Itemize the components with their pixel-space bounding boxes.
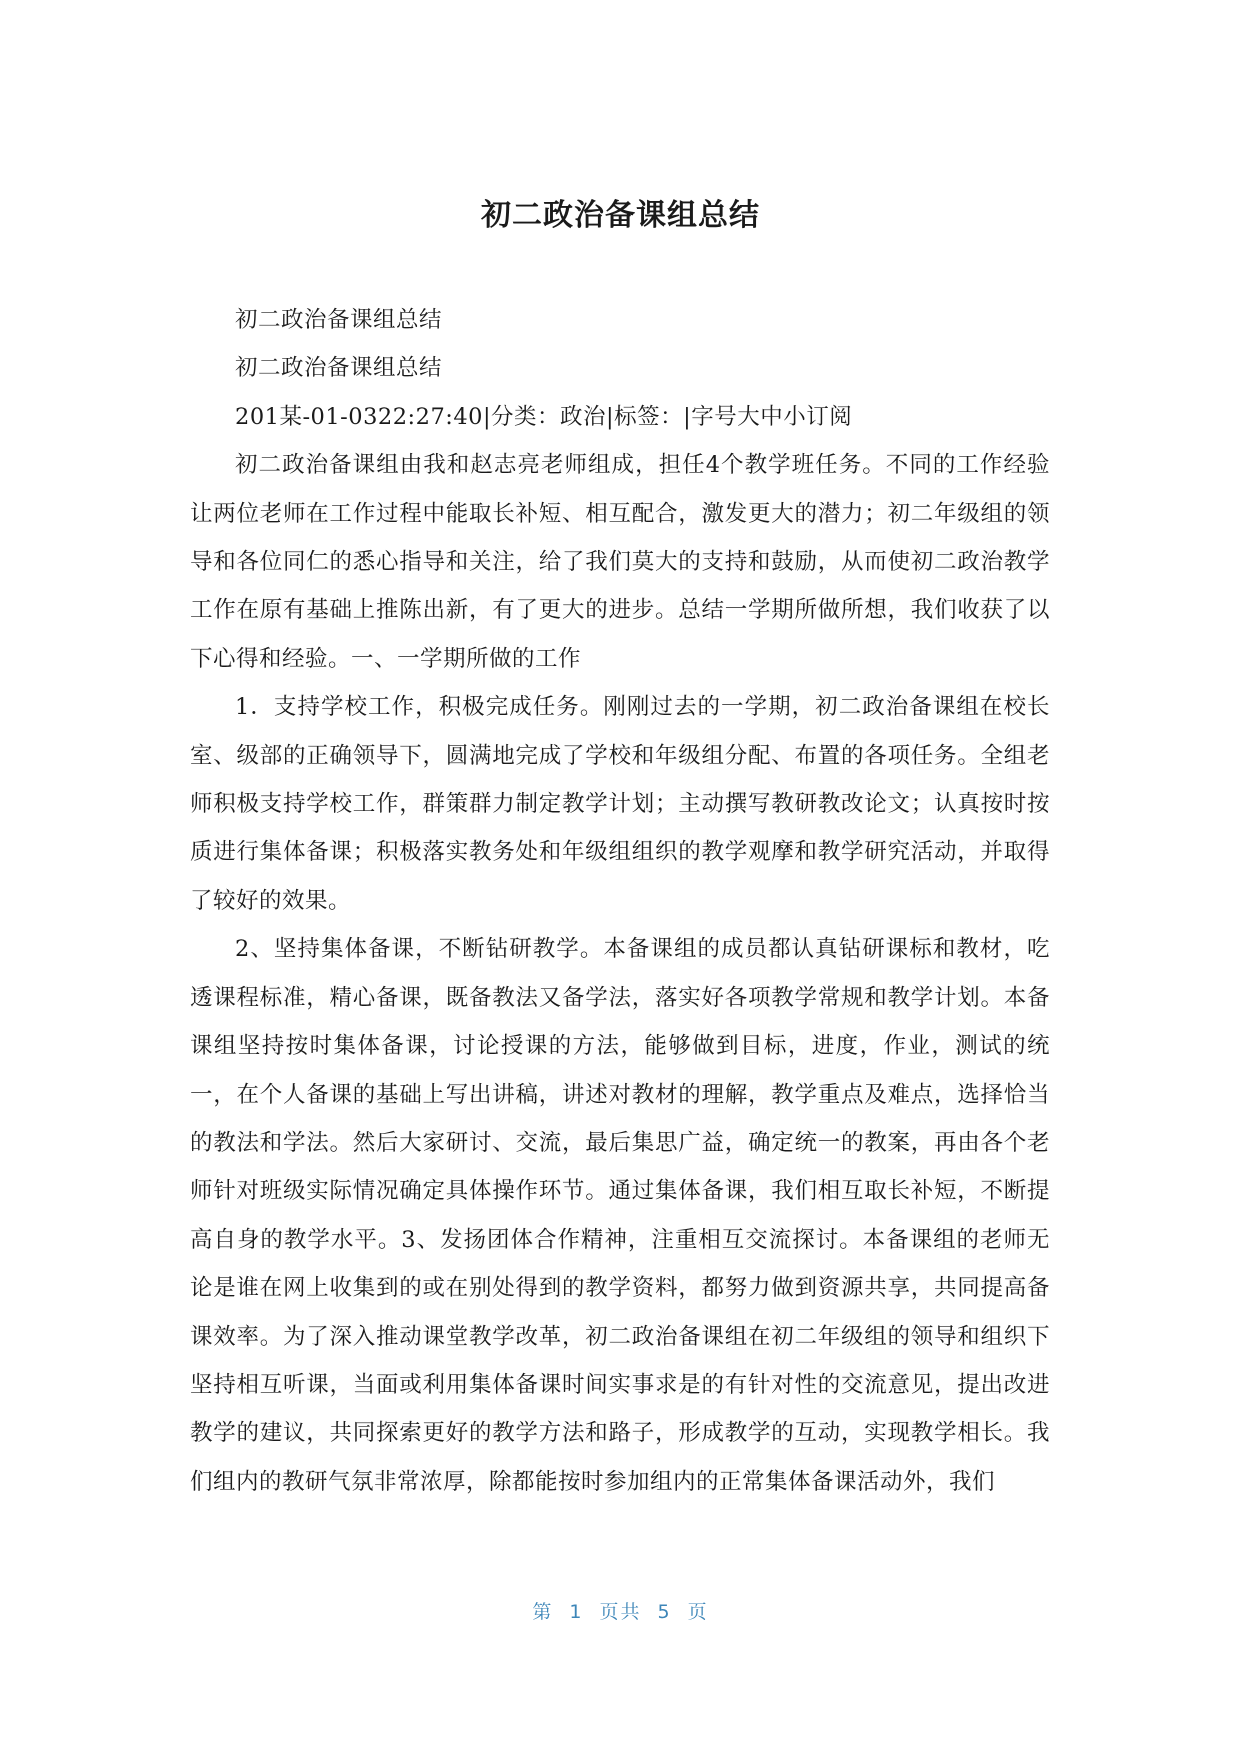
paragraph-item-2: 2、坚持集体备课，不断钻研教学。本备课组的成员都认真钻研课标和教材，吃透课程标准，精心备课，既备教法又备学法，落实好各项教学常规和教学计划。本备课组坚持按时集体备课，讨论授课的方法，能够做到目标，进度，作业，测试的统一，在个人备课的基础上写出讲稿，讲述对教材的理解，教学重点及难点，选择恰当的教法和学法。然后大家研讨、交流，最后集思广益，确定统一的教案，再由各个老师针对班级实际情况确定具体操作环节。通过集体备课，我们相互取长补短，不断提高自身的教学水平。3、发扬团体合作精神，注重相互交流探讨。本备课组的老师无论是谁在网上收集到的或在别处得到的教学资料，都努力做到资源共享，共同提高备课效率。为了深入推动课堂教学改革，初二政治备课组在初二年级组的领导和组织下坚持相互听课，当面或利用集体备课时间实事求是的有针对性的交流意见，提出改进教学的建议，共同探索更好的教学方法和路子，形成教学的互动，实现教学相长。我们组内的教研气氛非常浓厚，除都能按时参加组内的正常集体备课活动外，我们 — [190, 936, 1050, 1495]
document-title: 初二政治备课组总结 — [481, 198, 760, 233]
footer-label-of: 页共 — [599, 1601, 642, 1623]
document-body — [190, 296, 1050, 1506]
footer-total-pages: 5 — [657, 1601, 672, 1623]
paragraph-item-1: 1．支持学校工作，积极完成任务。刚刚过去的一学期，初二政治备课组在校长室、级部的正确领导下，圆满地完成了学校和年级组分配、布置的各项任务。全组老师积极支持学校工作，群策群力制定教学计划；主动撰写教研教改论文；认真按时按质进行集体备课；积极落实教务处和年级组组织的教学观摩和教学研究活动，并取得了较好的效果。 — [190, 694, 1050, 914]
paragraph-intro: 初二政治备课组由我和赵志亮老师组成，担任4个教学班任务。不同的工作经验让两位老师在工作过程中能取长补短、相互配合，激发更大的潜力；初二年级组的领导和各位同仁的悉心指导和关注，给了我们莫大的支持和鼓励，从而使初二政治教学工作在原有基础上推陈出新，有了更大的进步。总结一学期所做所想，我们收获了以下心得和经验。一、一学期所做的工作 — [190, 452, 1050, 672]
page-footer — [0, 1597, 1241, 1624]
footer-label-pages: 页 — [687, 1601, 709, 1623]
footer-label-page: 第 — [532, 1601, 554, 1623]
footer-current-page: 1 — [569, 1601, 584, 1623]
paragraph-heading-1: 初二政治备课组总结 — [235, 307, 443, 333]
paragraph-meta-line: 201某-01-0322:27:40|分类：政治|标签：|字号大中小订阅 — [235, 403, 853, 430]
paragraph-heading-2: 初二政治备课组总结 — [235, 355, 443, 382]
